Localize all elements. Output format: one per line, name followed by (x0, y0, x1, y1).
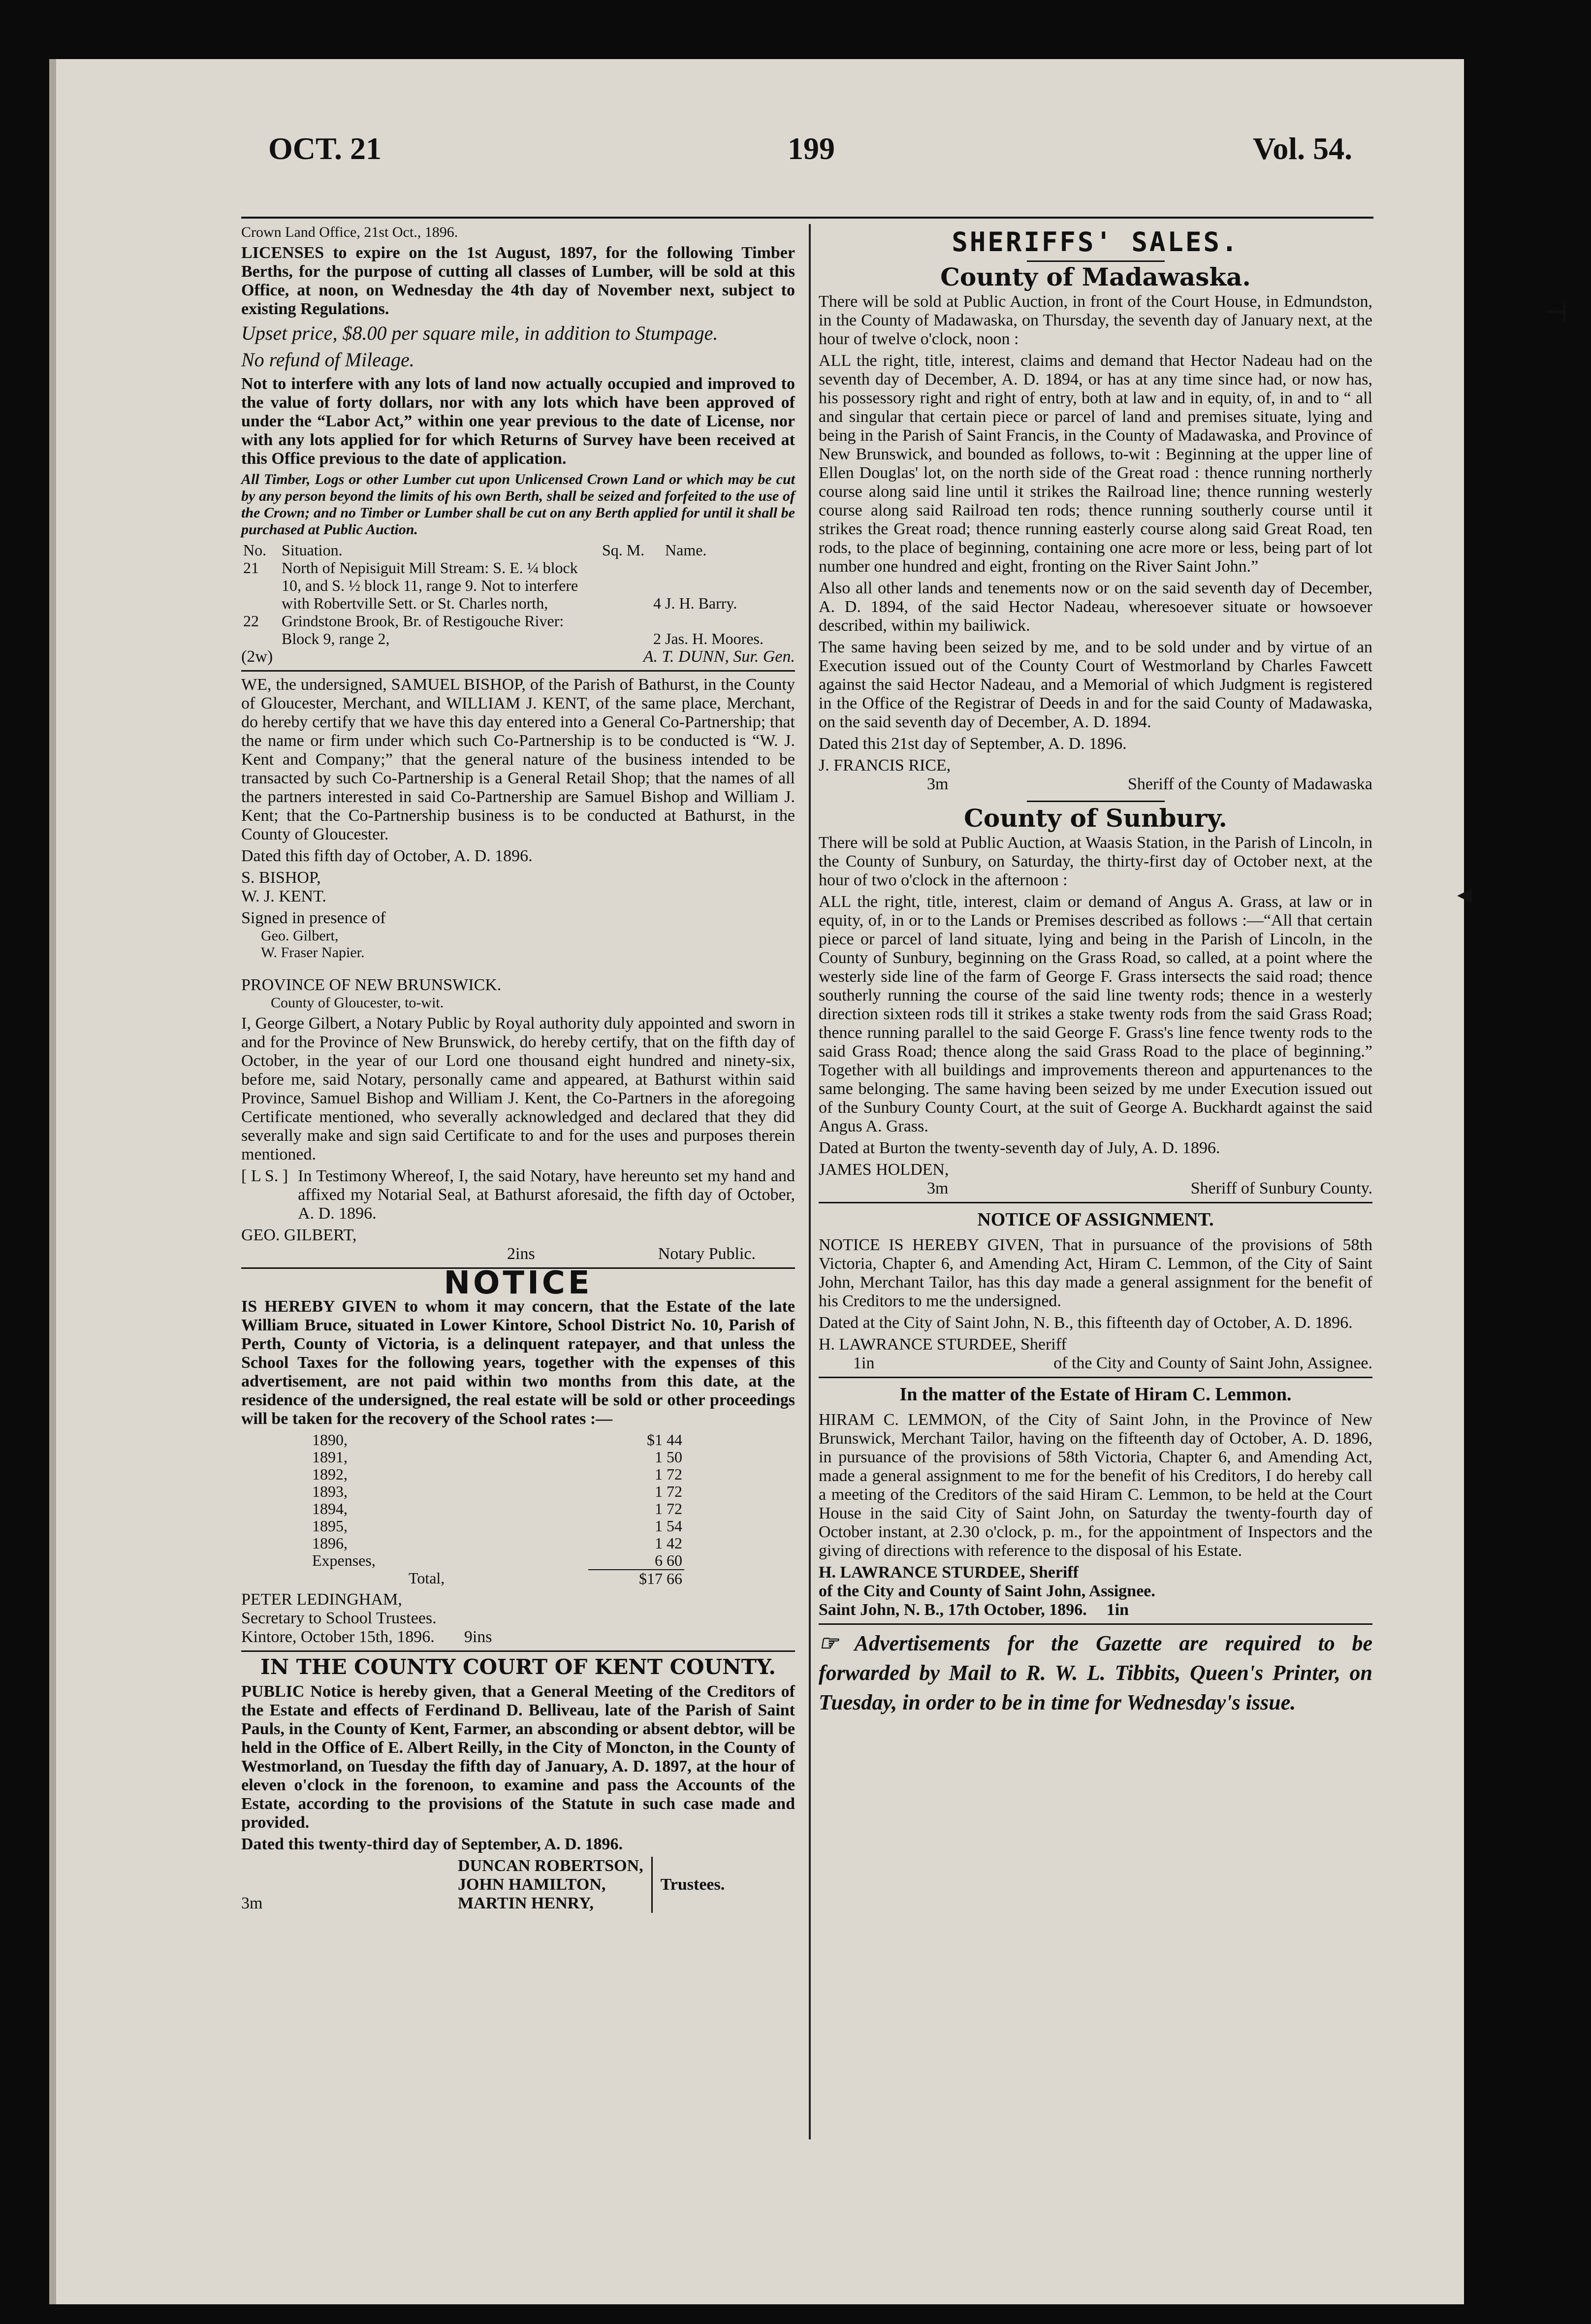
section-rule (241, 1650, 795, 1652)
partnership-certificate: WE, the undersigned, SAMUEL BISHOP, of the Parish of Bathurst, in the County of Gloucester, Merchant, and WILLIAM J. KENT, of the same place, Merchant, do hereby certify that we have this day entered into a General Co-Partnership; that the name or firm under which such Co-Partnership is to be conducted is “W. J. Kent and Company;” that the general nature of the business intended to be transacted by such Co-Partnership is a General Retail Shop; that the names of all the partners interested in said Co-Partnership are Samuel Bishop and William J. Kent; that the Co-Partnership business is to be conducted at Bathurst, in the County of Gloucester. (241, 676, 795, 843)
tax-year: 1890, (312, 1431, 348, 1449)
partnership-dated: Dated this fifth day of October, A. D. 1896. (241, 847, 533, 865)
table-row (310, 1449, 684, 1466)
signature-kent: W. J. KENT. (241, 887, 326, 905)
timber-berths-table (241, 541, 795, 647)
insertion-count: 1in (853, 1354, 875, 1372)
sturdee-role: of the City and County of Saint John, Assignee. (1053, 1354, 1372, 1372)
table-header: Name. (665, 541, 707, 559)
crown-conditions: Not to interfere with any lots of land now actually occupied and improved to the value of forty dollars, nor with any lots which have been approved of under the “Labor Act,” within one year previous to the date of License, nor with any lots applied for for which Returns of Survey have been received at this Office previous to the date of application. (241, 375, 795, 468)
tax-year: 1891, (312, 1448, 348, 1466)
trustees-label: Trustees. (660, 1875, 725, 1894)
section-rule (241, 670, 795, 672)
berth-name: J. H. Barry. (665, 594, 737, 612)
sheriffs-sales-heading: SHERIFFS' SALES. (952, 226, 1240, 258)
notary-signature: GEO. GILBERT, (241, 1226, 357, 1244)
section-rule (819, 1202, 1372, 1203)
sturdee-role: of the City and County of Saint John, Assignee. (819, 1582, 1155, 1600)
sheriff-holden-role: Sheriff of Sunbury County. (1190, 1179, 1372, 1197)
column-divider (809, 224, 811, 2139)
crown-licenses-intro: LICENSES to expire on the 1st August, 1897, for the following Timber Berths, for the purpose of cutting all classes of Lumber, will be sold at this Office, at noon, on Wednesday the 4th day of November next, subject to existing Regulations. (241, 244, 795, 318)
madawaska-dated: Dated this 21st day of September, A. D. 1896. (819, 735, 1127, 753)
section-rule (1027, 260, 1165, 262)
gazette-advertisement-notice (819, 1629, 1372, 1717)
insertion-count: 1in (1106, 1601, 1129, 1619)
county-sunbury-heading: County of Sunbury. (964, 804, 1227, 833)
insertion-count: 9ins (464, 1628, 492, 1646)
insertion-count: 3m (927, 1179, 949, 1197)
notary-testimony: In Testimony Whereof, I, the said Notary, have hereunto set my hand and affixed my Notarial Seal, at Bathurst aforesaid, the fifth day of October, A. D. 1896. (298, 1167, 795, 1223)
berth-number: 22 (243, 612, 259, 630)
lemmon-estate-heading: In the matter of the Estate of Hiram C. Lemmon. (899, 1384, 1292, 1405)
header-page-number: 199 (788, 131, 835, 166)
table-row (241, 612, 795, 647)
madawaska-auction-notice: There will be sold at Public Auction, in front of the Court House, in Edmundston, in the County of Madawaska, on Thursday, the seventh day of January next, at the hour of twelve o'clock, noon : (819, 292, 1372, 348)
table-header: Sq. M. (602, 541, 645, 559)
tax-year: Expenses, (312, 1551, 376, 1569)
witness-napier: W. Fraser Napier. (261, 944, 365, 961)
tax-amount: 1 50 (655, 1448, 682, 1466)
table-row (310, 1570, 684, 1587)
insertion-count: 3m (241, 1894, 263, 1912)
province-county: County of Gloucester, to-wit. (271, 995, 444, 1011)
left-column (241, 224, 795, 1916)
tax-amount: $1 44 (647, 1431, 682, 1449)
tax-year: 1895, (312, 1517, 348, 1535)
lemmon-meeting-notice: HIRAM C. LEMMON, of the City of Saint John, in the Province of New Brunswick, Merchant Tailor, having on the fifteenth day of October, A. D. 1896, in pursuance of the provisions of 58th Victoria, Chapter 6, and Amending Act, made a general assignment to me for the benefit of his Creditors, I do hereby call a meeting of the Creditors of the said Hiram C. Lemmon, to be held at the Court House in the said City of Saint John, on Saturday the twenty-fourth day of October instant, at 2.30 o'clock, p. m., for the appointment of Inspectors and the giving of directions with reference to the disposal of his Estate. (819, 1411, 1372, 1560)
sheriff-rice-role: Sheriff of the County of Madawaska (1128, 775, 1372, 793)
right-column (819, 224, 1372, 1720)
lemmon-dateline: Saint John, N. B., 17th October, 1896. (819, 1601, 1087, 1619)
header-date: OCT. 21 (268, 131, 382, 166)
signature-bishop: S. BISHOP, (241, 869, 321, 887)
assignment-notice: NOTICE IS HEREBY GIVEN, That in pursuance of the provisions of 58th Victoria, Chapter 6, and Amending Act, Hiram C. Lemmon, of the City of Saint John, Merchant Tailor, has this day made a general assignment for the benefit of his Creditors to me the undersigned. (819, 1236, 1372, 1310)
tax-amount: 6 60 (655, 1551, 682, 1569)
tax-amount: 1 72 (655, 1483, 682, 1500)
berth-situation: North of Nepisiguit Mill Stream: S. E. ¼ block 10, and S. ½ block 11, range 9. Not to interfere with Robertville Sett. or St. Charles north, (282, 559, 578, 612)
table-row (310, 1483, 684, 1500)
court-heading: IN THE COUNTY COURT OF KENT COUNTY. (260, 1655, 776, 1679)
notice-dateline: Kintore, October 15th, 1896. (241, 1628, 435, 1646)
berth-name: Jas. H. Moores. (665, 630, 764, 647)
table-row (241, 559, 795, 612)
tax-year: 1892, (312, 1465, 348, 1483)
section-rule (819, 1377, 1372, 1378)
secretary-signature: PETER LEDINGHAM, (241, 1590, 402, 1609)
table-header: No. (243, 541, 267, 559)
tax-amount: 1 72 (655, 1500, 682, 1517)
table-header: Situation. (282, 541, 343, 559)
insertion-count: (2w) (241, 647, 273, 666)
tax-amount: 1 54 (655, 1517, 682, 1535)
notary-certificate: I, George Gilbert, a Notary Public by Royal authority duly appointed and sworn in and for the Province of New Brunswick, do hereby certify, that on the fifth day of October, in the year of our Lord one thousand eight hundred and ninety-six, before me, said Notary, personally came and appeared, at Bathurst within said Province, Samuel Bishop and William J. Kent, the Co-Partners in the aforegoing Certificate mentioned, who severally acknowledged and declared that they did severally make and sign said Certificate to and for the uses and purposes therein mentioned. (241, 1014, 795, 1163)
pointing-hand-icon: ☞ (819, 1631, 855, 1655)
berth-number: 21 (243, 559, 259, 577)
section-rule (819, 1623, 1372, 1625)
table-row (310, 1552, 684, 1570)
notice-heading: NOTICE (444, 1265, 593, 1301)
sheriff-holden-signature: JAMES HOLDEN, (819, 1161, 949, 1179)
madawaska-seizure: The same having been seized by me, and to be sold under and by virtue of an Execution issued out of the County Court of Westmorland by Charles Fawcett against the said Hector Nadeau, and a Memorial of which Judgment is registered in the Office of the Registrar of Deeds in and for the said County of Madawaska, on the said seventh day of December, A. D. 1894. (819, 638, 1372, 731)
tax-amount: 1 72 (655, 1465, 682, 1483)
tax-total-label: Total, (409, 1569, 445, 1587)
notary-role: Notary Public. (658, 1245, 756, 1263)
crown-no-refund: No refund of Mileage. (241, 349, 414, 371)
section-rule (1027, 801, 1165, 802)
creditors-meeting-notice: PUBLIC Notice is hereby given, that a General Meeting of the Creditors of the Estate and effects of Ferdinand D. Belliveau, late of the Parish of Saint Pauls, in the County of Kent, Farmer, an absconding or absent debtor, will be held in the Office of E. Albert Reilly, in the City of Moncton, in the County of Westmorland, on Tuesday the fifth day of January, A. D. 1897, at the hour of eleven o'clock in the forenoon, to examine and pass the Accounts of the Estate, according to the provisions of the Statute in such case made and provided. (241, 1682, 795, 1832)
trustee-name: DUNCAN ROBERTSON, (458, 1857, 643, 1875)
tax-amount: 1 42 (655, 1534, 682, 1552)
sunbury-property-description: ALL the right, title, interest, claim or demand of Angus A. Grass, at law or in equity, of, in or to the Lands or Premises described as follows :—“All that certain piece or parcel of land situate, lying and being in the Parish of Lincoln, in the County of Sunbury, beginning on the Grass Road, so called, at a point where the westerly side line of the farm of George F. Grass intersects the said road; thence southerly running the course of the said line twenty rods; thence in a westerly direction sixteen rods till it strikes a stake twenty rods from the said Grass Road; thence running parallel to the said George F. Grass's line fence twenty rods to the said Grass Road; thence along the said Grass Road to the place of beginning.” Together with all buildings and improvements thereon and appurtenances to the same belonging. The same having been seized by me under Execution issued out of the Sunbury County Court, at the suit of George A. Buckhardt against the said Angus A. Grass. (819, 893, 1372, 1135)
table-row (310, 1500, 684, 1517)
county-madawaska-heading: County of Madawaska. (940, 262, 1251, 291)
madawaska-other-lands: Also all other lands and tenements now or on the said seventh day of December, A. D. 1894, of the said Hector Nadeau, wheresoever situate or howsoever described, within my bailiwick. (819, 579, 1372, 635)
table-row (310, 1535, 684, 1552)
page-edge-mark: ⊣ (1543, 295, 1569, 330)
header-rule (241, 217, 1373, 219)
notarial-seal: [ L S. ] (241, 1167, 288, 1185)
witness-gilbert: Geo. Gilbert, (261, 928, 339, 944)
court-dated: Dated this twenty-third day of September, A. D. 1896. (241, 1835, 623, 1853)
madawaska-property-description: ALL the right, title, interest, claims and demand that Hector Nadeau had on the seventh day of December, A. D. 1894, or has at any time since had, or now has, his possessory right and right of entry, both at law and in equity, of, in and to “ all and singular that certain piece or parcel of land and premises situate, lying and being in the Parish of Saint Francis, in the County of Madawaska, and Province of New Brunswick, and bounded as follows, to-wit : Beginning at the upper line of Ellen Douglas' lot, on the north side of the Great road : thence running northerly course along said line until it strikes the Railroad line; thence running westerly course along said Railroad ten rods; thence running southerly course until it strikes the Great road; thence running easterly course along said Great Road, ten rods, to the place of beginning, containing one acre more or less, being part of lot number one hundred and eight, fronting on the River Saint John.” (819, 352, 1372, 576)
school-tax-table (310, 1431, 684, 1587)
berth-square-miles: 4 (653, 594, 661, 612)
witness-label: Signed in presence of (241, 909, 386, 927)
trustee-name: MARTIN HENRY, (458, 1894, 594, 1912)
gazette-advertisement-text: Advertisements for the Gazette are required to be forwarded by Mail to R. W. L. Tibbits, Queen's Printer, on Tuesday, in order to be in time for Wednesday's issue. (819, 1631, 1373, 1714)
trustee-name: JOHN HAMILTON, (458, 1875, 606, 1894)
table-row (310, 1517, 684, 1535)
tax-year: 1896, (312, 1534, 348, 1552)
sunbury-dated: Dated at Burton the twenty-seventh day of July, A. D. 1896. (819, 1139, 1220, 1157)
secretary-role: Secretary to School Trustees. (241, 1609, 437, 1627)
notice-of-assignment-heading: NOTICE OF ASSIGNMENT. (977, 1209, 1214, 1230)
header-volume: Vol. 54. (1253, 131, 1353, 166)
berth-situation: Grindstone Brook, Br. of Restigouche River: Block 9, range 2, (282, 612, 564, 647)
school-tax-notice: IS HEREBY GIVEN to whom it may concern, that the Estate of the late William Bruce, situated in Lower Kintore, School District No. 10, Parish of Perth, County of Victoria, is a delinquent ratepayer, and that unless the School Taxes for the following years, together with the expenses of this advertisement, are not paid within two months from this date, at the residence of the undersigned, the real estate will be sold or other proceedings will be taken for the recovery of the School rates :— (241, 1297, 795, 1428)
table-row (310, 1431, 684, 1449)
sunbury-auction-notice: There will be sold at Public Auction, at Waasis Station, in the Parish of Lincoln, in the County of Sunbury, on Saturday, the thirty-first day of October next, at the hour of two o'clock in the afternoon : (819, 834, 1372, 889)
page-edge-mark: ◂ (1457, 876, 1472, 911)
berth-square-miles: 2 (653, 630, 661, 647)
crown-italic-warning: All Timber, Logs or other Lumber cut upon Unlicensed Crown Land or which may be cut by any person beyond the limits of his own Berth, shall be seized and forfeited to the use of the Crown; and no Timber or Lumber shall be cut on any Berth applied for until it shall be purchased at Public Auction. (241, 471, 795, 538)
sheriff-rice-signature: J. FRANCIS RICE, (819, 756, 951, 775)
tax-year: 1894, (312, 1500, 348, 1517)
assignment-dated: Dated at the City of Saint John, N. B., this fifteenth day of October, A. D. 1896. (819, 1314, 1353, 1332)
insertion-count: 2ins (507, 1245, 535, 1263)
surveyor-general-signature: A. T. DUNN, Sur. Gen. (643, 647, 795, 666)
sturdee-signature: H. LAWRANCE STURDEE, Sheriff (819, 1335, 1067, 1354)
tax-year: 1893, (312, 1483, 348, 1500)
insertion-count: 3m (927, 775, 949, 793)
crown-office-dateline: Crown Land Office, 21st Oct., 1896. (241, 224, 458, 240)
crown-upset-price: Upset price, $8.00 per square mile, in addition to Stumpage. (241, 322, 718, 344)
table-row (310, 1466, 684, 1483)
tax-total: $17 66 (588, 1570, 684, 1587)
sturdee-signature: H. LAWRANCE STURDEE, Sheriff (819, 1563, 1079, 1582)
province-title: PROVINCE OF NEW BRUNSWICK. (241, 976, 502, 994)
